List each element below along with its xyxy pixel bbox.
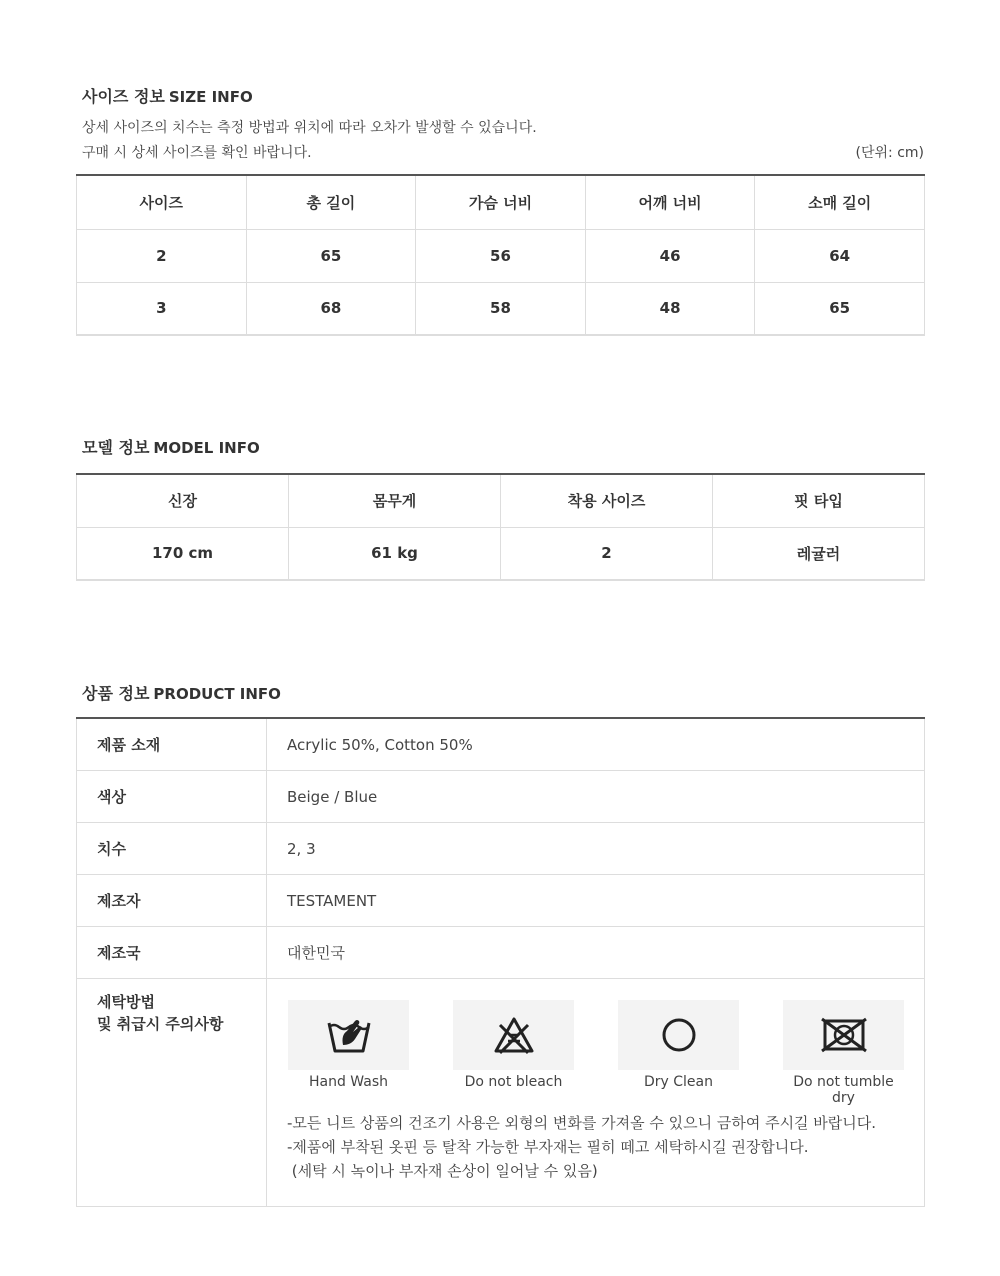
product-row-label: 제조국 — [77, 927, 267, 979]
table-row — [77, 718, 925, 771]
size-note-2: 구매 시 상세 사이즈를 확인 바랍니다. — [82, 145, 312, 161]
size-header-cell: 사이즈 — [77, 175, 247, 229]
do-not-bleach-icon — [453, 1000, 574, 1070]
table-row — [77, 875, 925, 927]
product-row-value: 대한민국 — [267, 927, 925, 979]
size-info-title-ko: 사이즈 정보 — [82, 87, 165, 106]
care-note-line: (세탁 시 녹이나 부자재 손상이 일어날 수 있음) — [287, 1162, 598, 1180]
model-table-header — [77, 474, 925, 527]
size-note-1: 상세 사이즈의 치수는 측정 방법과 위치에 따라 오차가 발생할 수 있습니다. — [82, 120, 537, 136]
model-header-cell: 신장 — [77, 474, 289, 527]
care-row-label — [77, 979, 267, 1207]
dry-clean-label: Dry Clean — [643, 1074, 713, 1090]
size-header-cell: 소매 길이 — [755, 175, 925, 229]
size-cell: 68 — [246, 282, 416, 335]
model-cell: 2 — [501, 527, 713, 580]
size-cell: 48 — [585, 282, 755, 335]
product-table — [76, 717, 925, 1207]
size-info-title — [82, 84, 253, 107]
size-cell: 65 — [755, 282, 925, 335]
care-notes — [287, 1111, 876, 1183]
product-info-title-ko: 상품 정보 — [82, 684, 150, 703]
size-table — [76, 174, 925, 336]
model-info-title-en: MODEL INFO — [153, 439, 260, 457]
dry-clean-icon — [618, 1000, 739, 1070]
product-row-value: TESTAMENT — [267, 875, 925, 927]
table-row — [77, 282, 925, 335]
model-header-cell: 몸무게 — [289, 474, 501, 527]
care-note-line: -모든 니트 상품의 건조기 사용은 외형의 변화를 가져올 수 있으니 금하여 주시길 바랍니다. — [287, 1114, 877, 1132]
do-not-bleach-label: Do not bleach — [464, 1074, 563, 1090]
size-header-cell: 어깨 너비 — [585, 175, 755, 229]
size-cell: 3 — [77, 282, 247, 335]
hand-wash-icon-svg — [325, 1015, 373, 1055]
size-header-cell: 가슴 너비 — [416, 175, 586, 229]
model-cell: 170 cm — [77, 527, 289, 580]
table-row — [77, 927, 925, 979]
model-cell: 61 kg — [289, 527, 501, 580]
do-not-tumble-dry-icon — [783, 1000, 904, 1070]
model-cell: 레귤러 — [713, 527, 925, 580]
size-table-header — [77, 175, 925, 229]
table-row — [77, 527, 925, 580]
do-not-tumble-dry-icon-svg — [820, 1017, 868, 1053]
table-row — [77, 771, 925, 823]
size-unit: (단위: cm) — [855, 145, 924, 161]
size-header-cell: 총 길이 — [246, 175, 416, 229]
product-info-title-en: PRODUCT INFO — [153, 685, 281, 703]
care-content — [287, 979, 924, 1194]
care-row-value — [267, 979, 925, 1207]
table-row — [77, 979, 925, 1207]
size-cell: 56 — [416, 229, 586, 282]
size-info-title-en: SIZE INFO — [168, 88, 253, 106]
product-row-label: 제품 소재 — [77, 718, 267, 771]
hand-wash-icon — [288, 1000, 409, 1070]
do-not-bleach-icon-svg — [492, 1015, 536, 1055]
model-info-title-ko: 모델 정보 — [82, 438, 150, 457]
product-info-title — [82, 681, 281, 704]
product-row-label: 치수 — [77, 823, 267, 875]
size-cell: 46 — [585, 229, 755, 282]
size-cell: 64 — [755, 229, 925, 282]
size-cell: 2 — [77, 229, 247, 282]
product-row-value: 2, 3 — [267, 823, 925, 875]
product-row-value: Acrylic 50%, Cotton 50% — [267, 718, 925, 771]
table-row — [77, 823, 925, 875]
product-row-value: Beige / Blue — [267, 771, 925, 823]
model-table — [76, 473, 925, 581]
product-row-label: 제조자 — [77, 875, 267, 927]
table-row — [77, 229, 925, 282]
do-not-tumble-dry-label: Do not tumble dry — [793, 1074, 894, 1106]
model-header-cell: 착용 사이즈 — [501, 474, 713, 527]
care-note-line: -제품에 부착된 옷핀 등 탈착 가능한 부자재는 필히 떼고 세탁하시길 권장합니다. — [287, 1138, 809, 1156]
care-label-line-1: 세탁방법 — [97, 993, 155, 1011]
hand-wash-label: Hand Wash — [308, 1074, 388, 1090]
size-cell: 58 — [416, 282, 586, 335]
product-row-label: 색상 — [77, 771, 267, 823]
care-label-line-2: 및 취급시 주의사항 — [97, 1015, 224, 1033]
model-info-title — [82, 435, 260, 458]
model-header-cell: 핏 타입 — [713, 474, 925, 527]
dry-clean-icon-svg — [659, 1015, 699, 1055]
size-cell: 65 — [246, 229, 416, 282]
